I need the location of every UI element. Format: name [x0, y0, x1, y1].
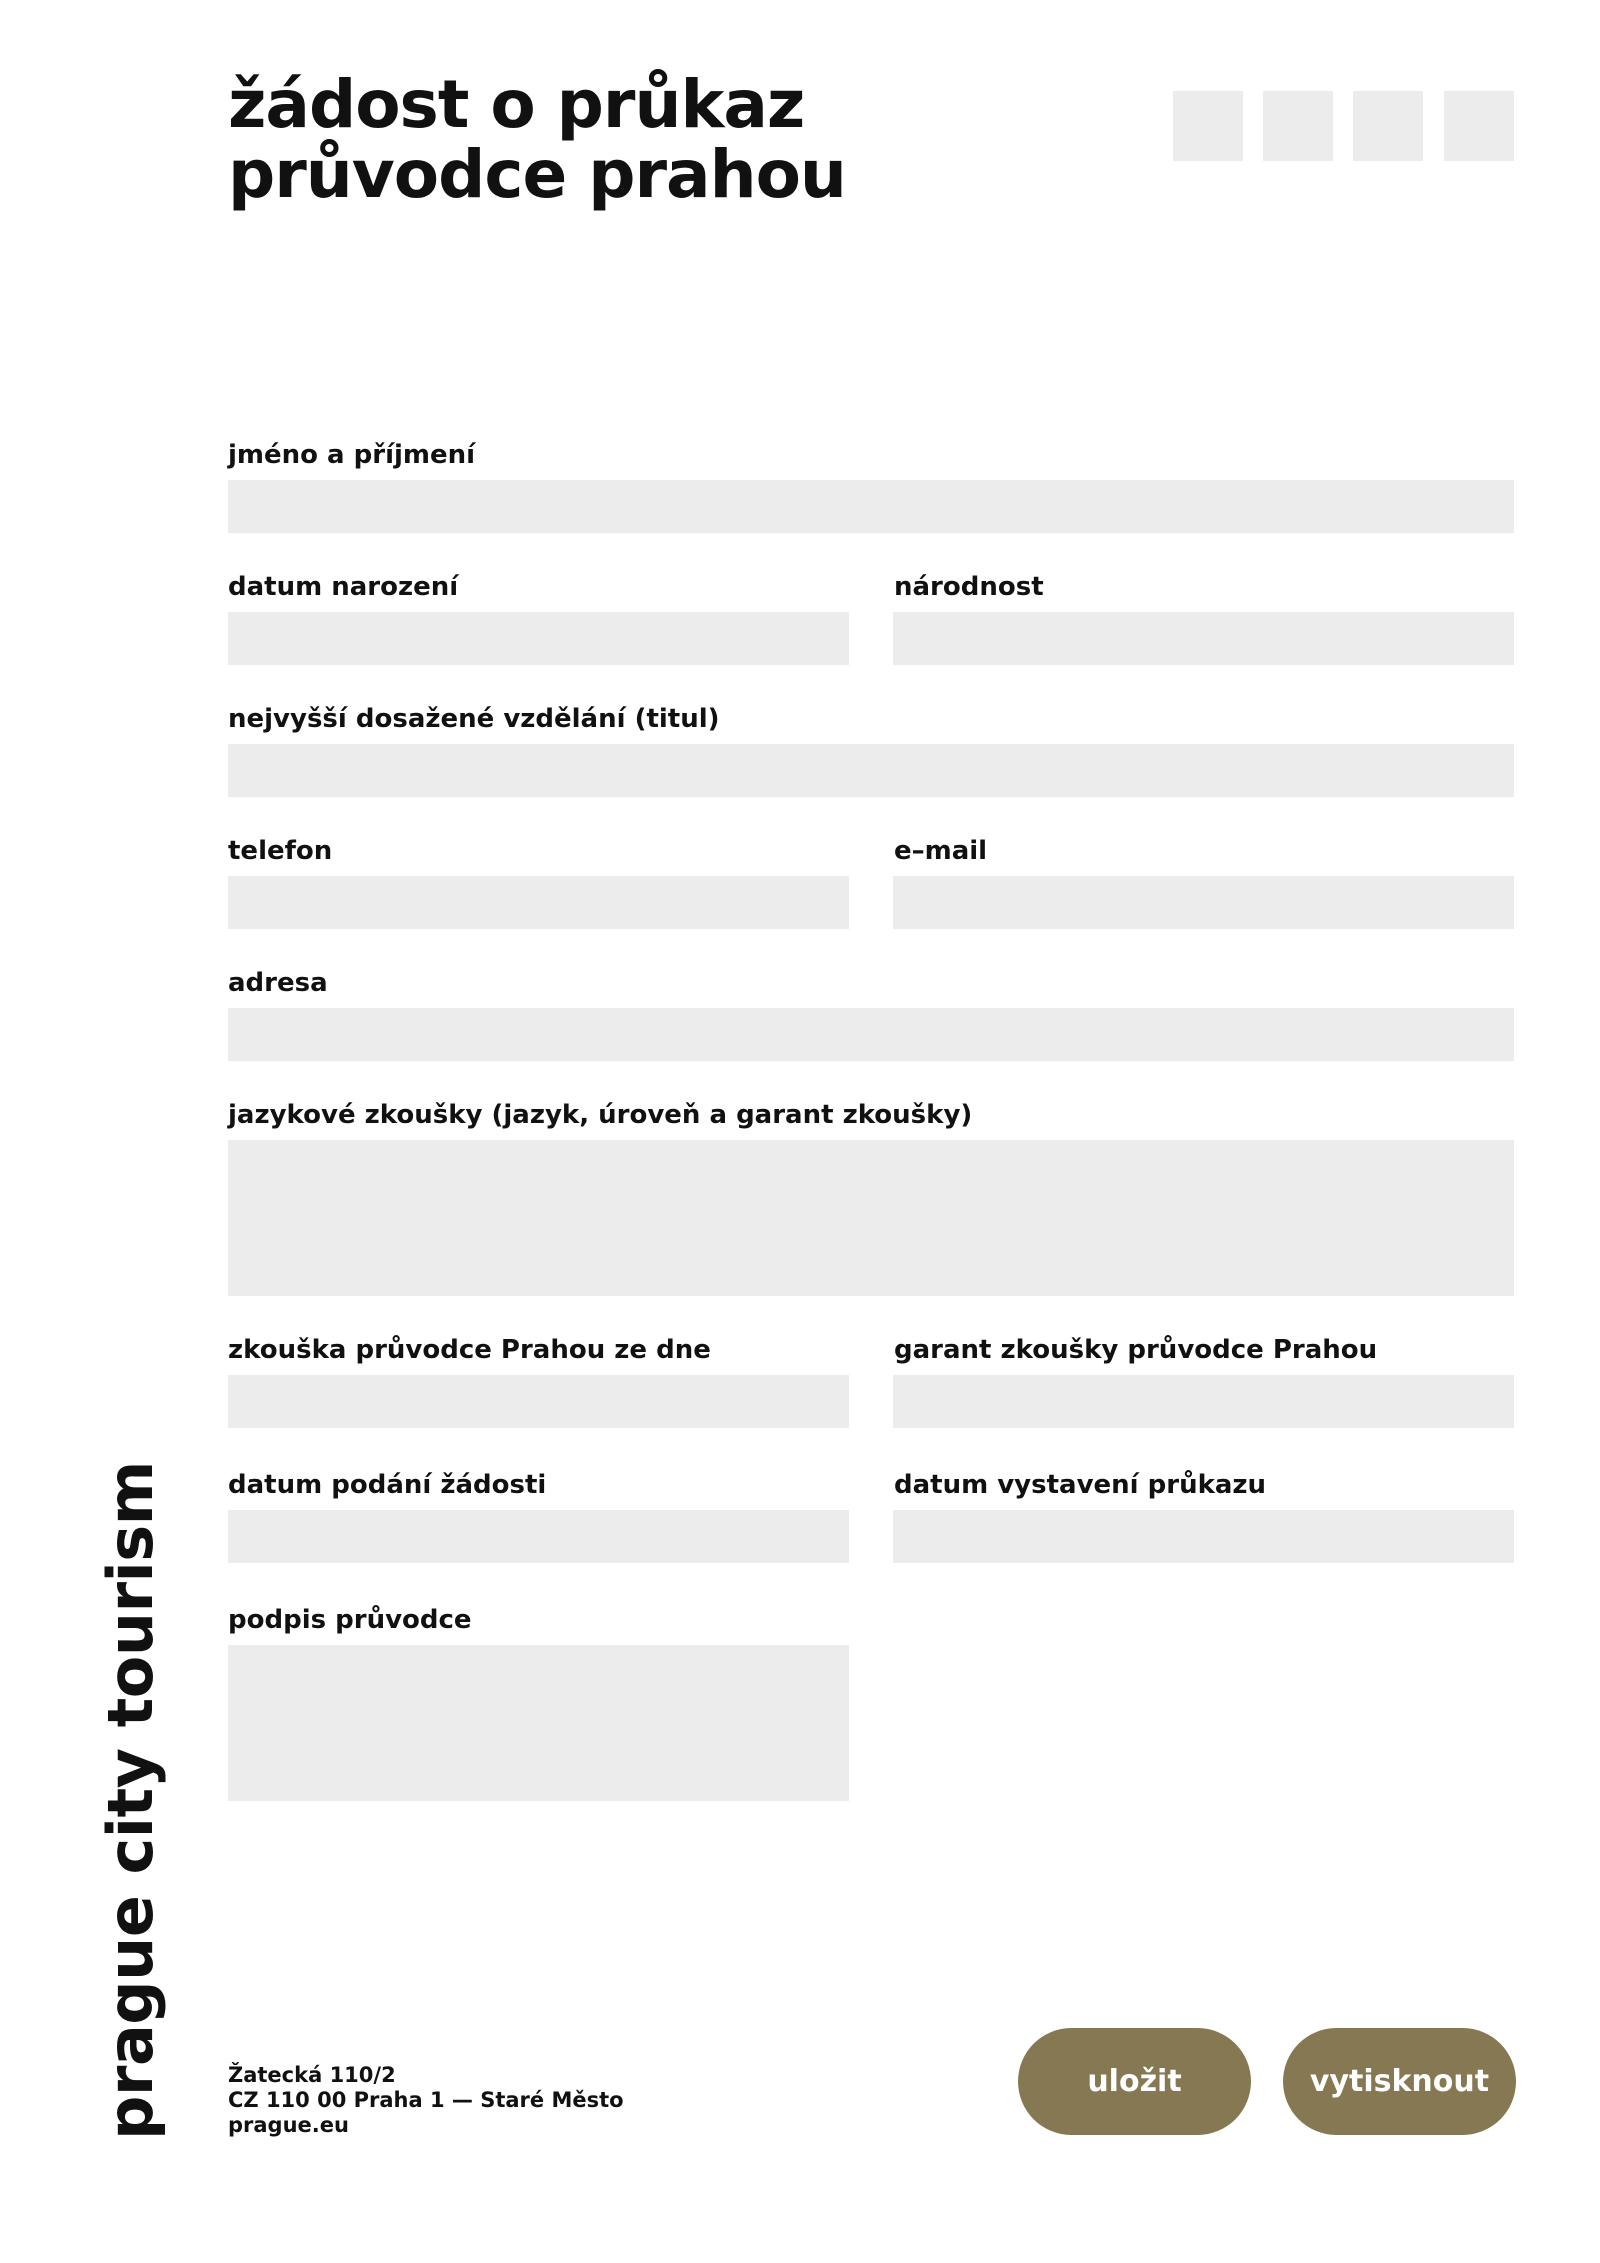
issue-date-label: datum vystavení průkazu: [894, 1470, 1267, 1500]
decorative-square: [1263, 91, 1333, 161]
page-title: [228, 66, 846, 213]
title-line-1: žádost o průkaz: [228, 66, 805, 143]
guide-exam-date-field[interactable]: [228, 1375, 849, 1428]
address-label: adresa: [228, 968, 328, 998]
nationality-field[interactable]: [893, 612, 1514, 665]
guide-exam-guarantor-field[interactable]: [893, 1375, 1514, 1428]
email-field[interactable]: [893, 876, 1514, 929]
phone-field[interactable]: [228, 876, 849, 929]
decorative-squares: [1173, 91, 1514, 161]
name-label: jméno a příjmení: [228, 440, 476, 470]
save-button[interactable]: uložit: [1018, 2028, 1251, 2135]
print-button[interactable]: vytisknout: [1283, 2028, 1516, 2135]
signature-field[interactable]: [228, 1645, 849, 1801]
footer-city: CZ 110 00 Praha 1 — Staré Město: [228, 2088, 624, 2112]
decorative-square: [1173, 91, 1243, 161]
birth-date-field[interactable]: [228, 612, 849, 665]
address-field[interactable]: [228, 1008, 1514, 1061]
issue-date-field[interactable]: [893, 1510, 1514, 1563]
footer-address: [228, 2063, 624, 2138]
email-label: e–mail: [894, 836, 988, 866]
education-label: nejvyšší dosažené vzdělání (titul): [228, 704, 720, 734]
footer-street: Žatecká 110/2: [228, 2063, 396, 2087]
nationality-label: národnost: [894, 572, 1044, 602]
title-line-2: průvodce prahou: [228, 136, 846, 213]
guide-exam-date-label: zkouška průvodce Prahou ze dne: [228, 1335, 711, 1365]
application-date-label: datum podání žádosti: [228, 1470, 547, 1500]
footer-web: prague.eu: [228, 2113, 349, 2137]
decorative-square: [1353, 91, 1423, 161]
guide-exam-guarantor-label: garant zkoušky průvodce Prahou: [894, 1335, 1378, 1365]
language-exams-label: jazykové zkoušky (jazyk, úroveň a garant zkoušky): [228, 1100, 973, 1130]
birth-date-label: datum narození: [228, 572, 459, 602]
application-date-field[interactable]: [228, 1510, 849, 1563]
name-field[interactable]: [228, 480, 1514, 533]
signature-label: podpis průvodce: [228, 1605, 472, 1635]
phone-label: telefon: [228, 836, 333, 866]
education-field[interactable]: [228, 744, 1514, 797]
language-exams-field[interactable]: [228, 1140, 1514, 1296]
decorative-square: [1444, 91, 1514, 161]
brand-wordmark: prague city tourism: [94, 1461, 167, 2140]
